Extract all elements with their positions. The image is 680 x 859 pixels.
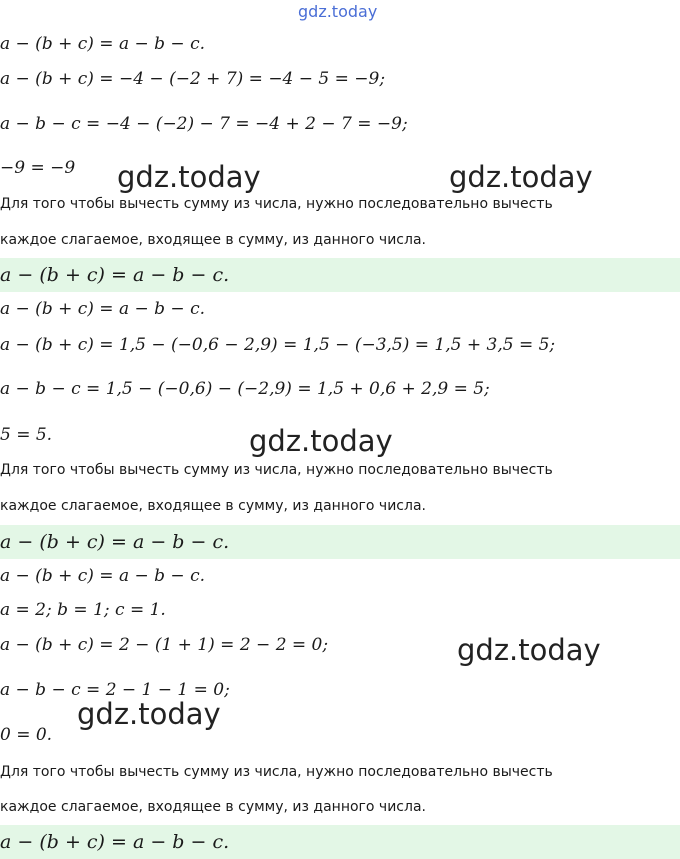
- formula-line: 5 = 5.: [0, 425, 53, 445]
- rule-text-line: Для того чтобы вычесть сумму из числа, нужно последовательно вычесть: [0, 462, 553, 478]
- formula-line: a − (b + c) = a − b − c.: [0, 34, 206, 54]
- highlighted-formula-text: a − (b + c) = a − b − c.: [0, 531, 230, 553]
- watermark: gdz.today: [449, 160, 593, 194]
- watermark: gdz.today: [457, 633, 601, 667]
- formula-line: a − (b + c) = a − b − c.: [0, 299, 206, 319]
- highlighted-formula-text: a − (b + c) = a − b − c.: [0, 264, 230, 286]
- formula-line: a − (b + c) = 1,5 − (−0,6 − 2,9) = 1,5 − (−3,5) = 1,5 + 3,5 = 5;: [0, 335, 556, 355]
- watermark: gdz.today: [249, 424, 393, 458]
- rule-text-line: каждое слагаемое, входящее в сумму, из данного числа.: [0, 232, 426, 248]
- formula-line: a − (b + c) = 2 − (1 + 1) = 2 − 2 = 0;: [0, 635, 329, 655]
- highlighted-formula: [0, 825, 680, 859]
- header-watermark: gdz.today: [298, 2, 378, 21]
- formula-line: a − (b + c) = −4 − (−2 + 7) = −4 − 5 = −9;: [0, 69, 386, 89]
- rule-text-line: Для того чтобы вычесть сумму из числа, нужно последовательно вычесть: [0, 764, 553, 780]
- rule-text-line: Для того чтобы вычесть сумму из числа, нужно последовательно вычесть: [0, 196, 553, 212]
- formula-line: −9 = −9: [0, 158, 76, 178]
- formula-line: a − b − c = −4 − (−2) − 7 = −4 + 2 − 7 = −9;: [0, 114, 408, 134]
- formula-line: a − (b + c) = a − b − c.: [0, 566, 206, 586]
- formula-line: a = 2; b = 1; c = 1.: [0, 600, 166, 620]
- highlighted-formula: [0, 258, 680, 292]
- rule-text-line: каждое слагаемое, входящее в сумму, из данного числа.: [0, 498, 426, 514]
- highlighted-formula-text: a − (b + c) = a − b − c.: [0, 831, 230, 853]
- formula-line: 0 = 0.: [0, 725, 53, 745]
- formula-line: a − b − c = 1,5 − (−0,6) − (−2,9) = 1,5 + 0,6 + 2,9 = 5;: [0, 379, 490, 399]
- formula-line: a − b − c = 2 − 1 − 1 = 0;: [0, 680, 230, 700]
- rule-text-line: каждое слагаемое, входящее в сумму, из данного числа.: [0, 799, 426, 815]
- highlighted-formula: [0, 525, 680, 559]
- watermark: gdz.today: [77, 697, 221, 731]
- watermark: gdz.today: [117, 160, 261, 194]
